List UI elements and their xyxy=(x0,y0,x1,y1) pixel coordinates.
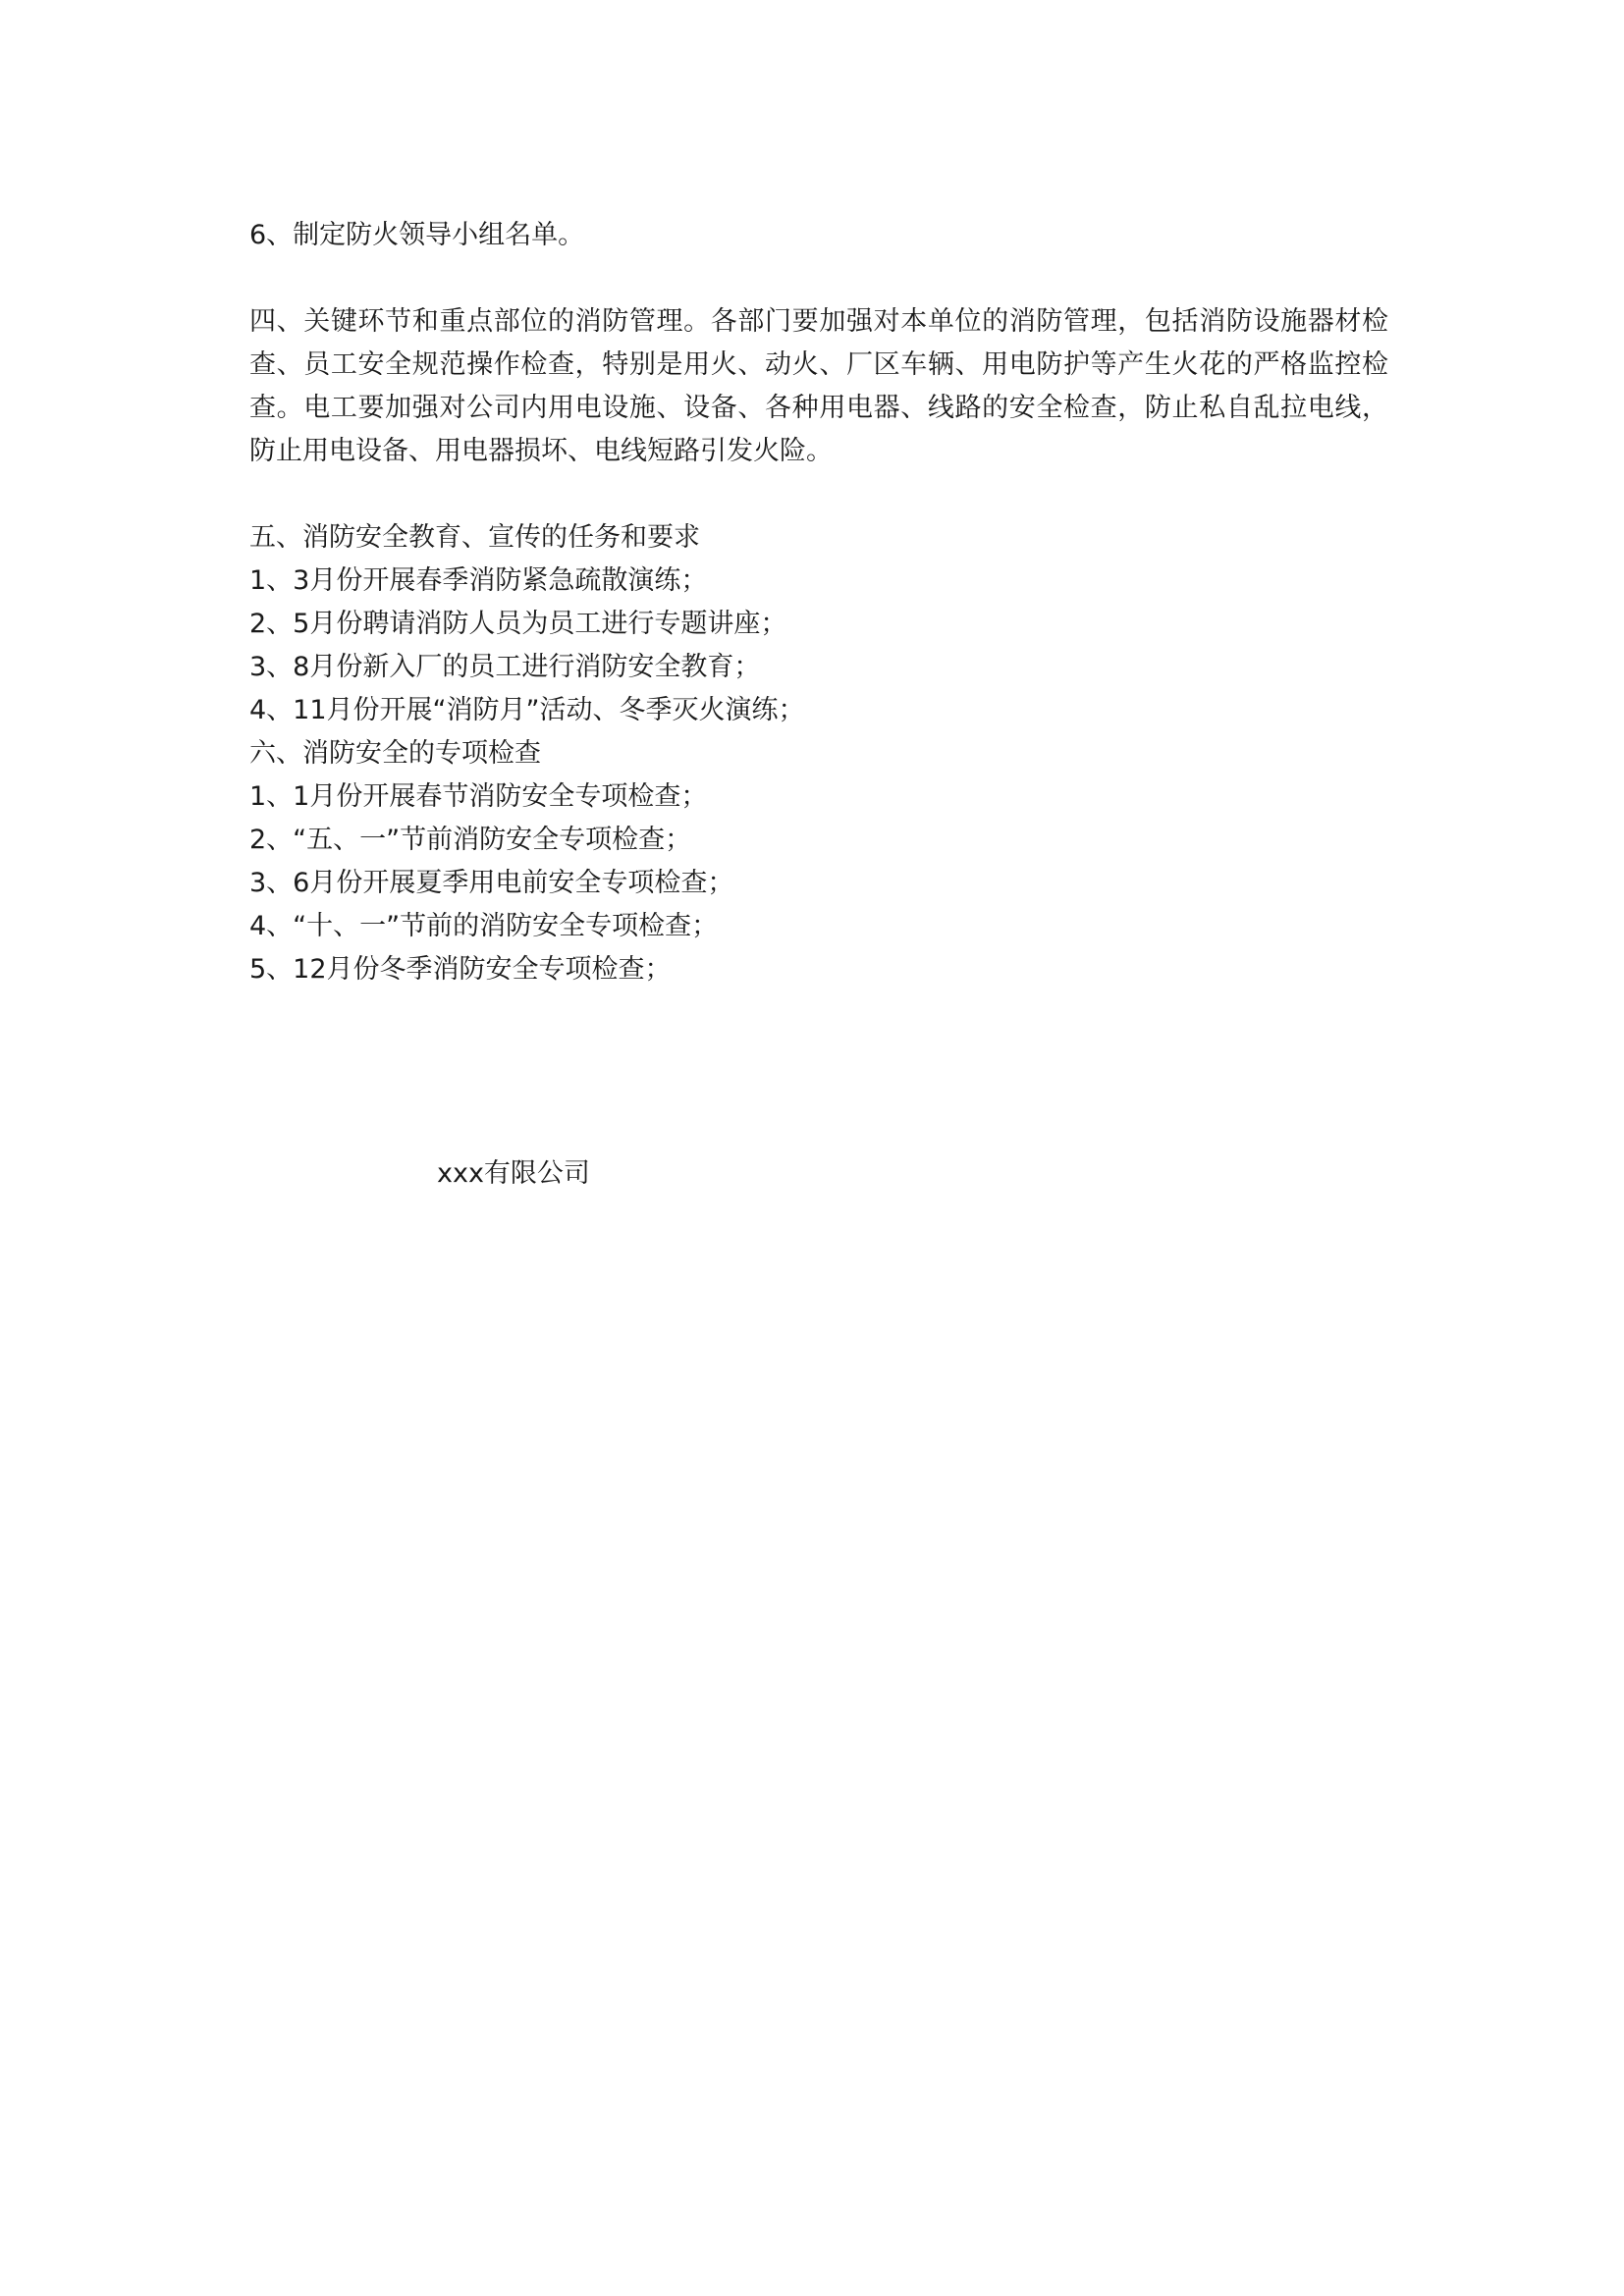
section-5-item: 4、11月份开展“消防月”活动、冬季灭火演练； xyxy=(249,695,805,725)
section-5-item: 1、3月份开展春季消防紧急疏散演练； xyxy=(249,565,708,596)
paragraph-gap xyxy=(249,473,1388,516)
section-6-item: 2、“五、一”节前消防安全专项检查； xyxy=(249,825,692,855)
company-signature: xxx有限公司 xyxy=(437,1158,590,1189)
paragraph-gap xyxy=(249,257,1388,300)
section-5-item: 3、8月份新入厂的员工进行消防安全教育； xyxy=(249,652,761,682)
section-6-item: 3、6月份开展夏季用电前安全专项检查； xyxy=(249,868,734,898)
document-body xyxy=(249,214,1388,991)
section-5-item: 2、5月份聘请消防人员为员工进行专题讲座； xyxy=(249,609,787,639)
section-6-heading: 六、消防安全的专项检查 xyxy=(249,738,541,769)
section-6-item: 4、“十、一”节前的消防安全专项检查； xyxy=(249,911,719,941)
section-6-item: 1、1月份开展春节消防安全专项检查； xyxy=(249,781,708,812)
section-6-item: 5、12月份冬季消防安全专项检查； xyxy=(249,954,672,985)
item-6: 6、制定防火领导小组名单。 xyxy=(249,220,585,250)
section-4-paragraph: 四、关键环节和重点部位的消防管理。各部门要加强对本单位的消防管理，包括消防设施器材检查、员工安全规范操作检查，特别是用火、动火、厂区车辆、用电防护等产生火花的严格监控检查。电工要加强对公司内用电设施、设备、各种用电器、线路的安全检查，防止私自乱拉电线，防止用电设备、用电器损坏、电线短路引发火险。 xyxy=(249,306,1388,466)
section-5-heading: 五、消防安全教育、宣传的任务和要求 xyxy=(249,522,700,553)
